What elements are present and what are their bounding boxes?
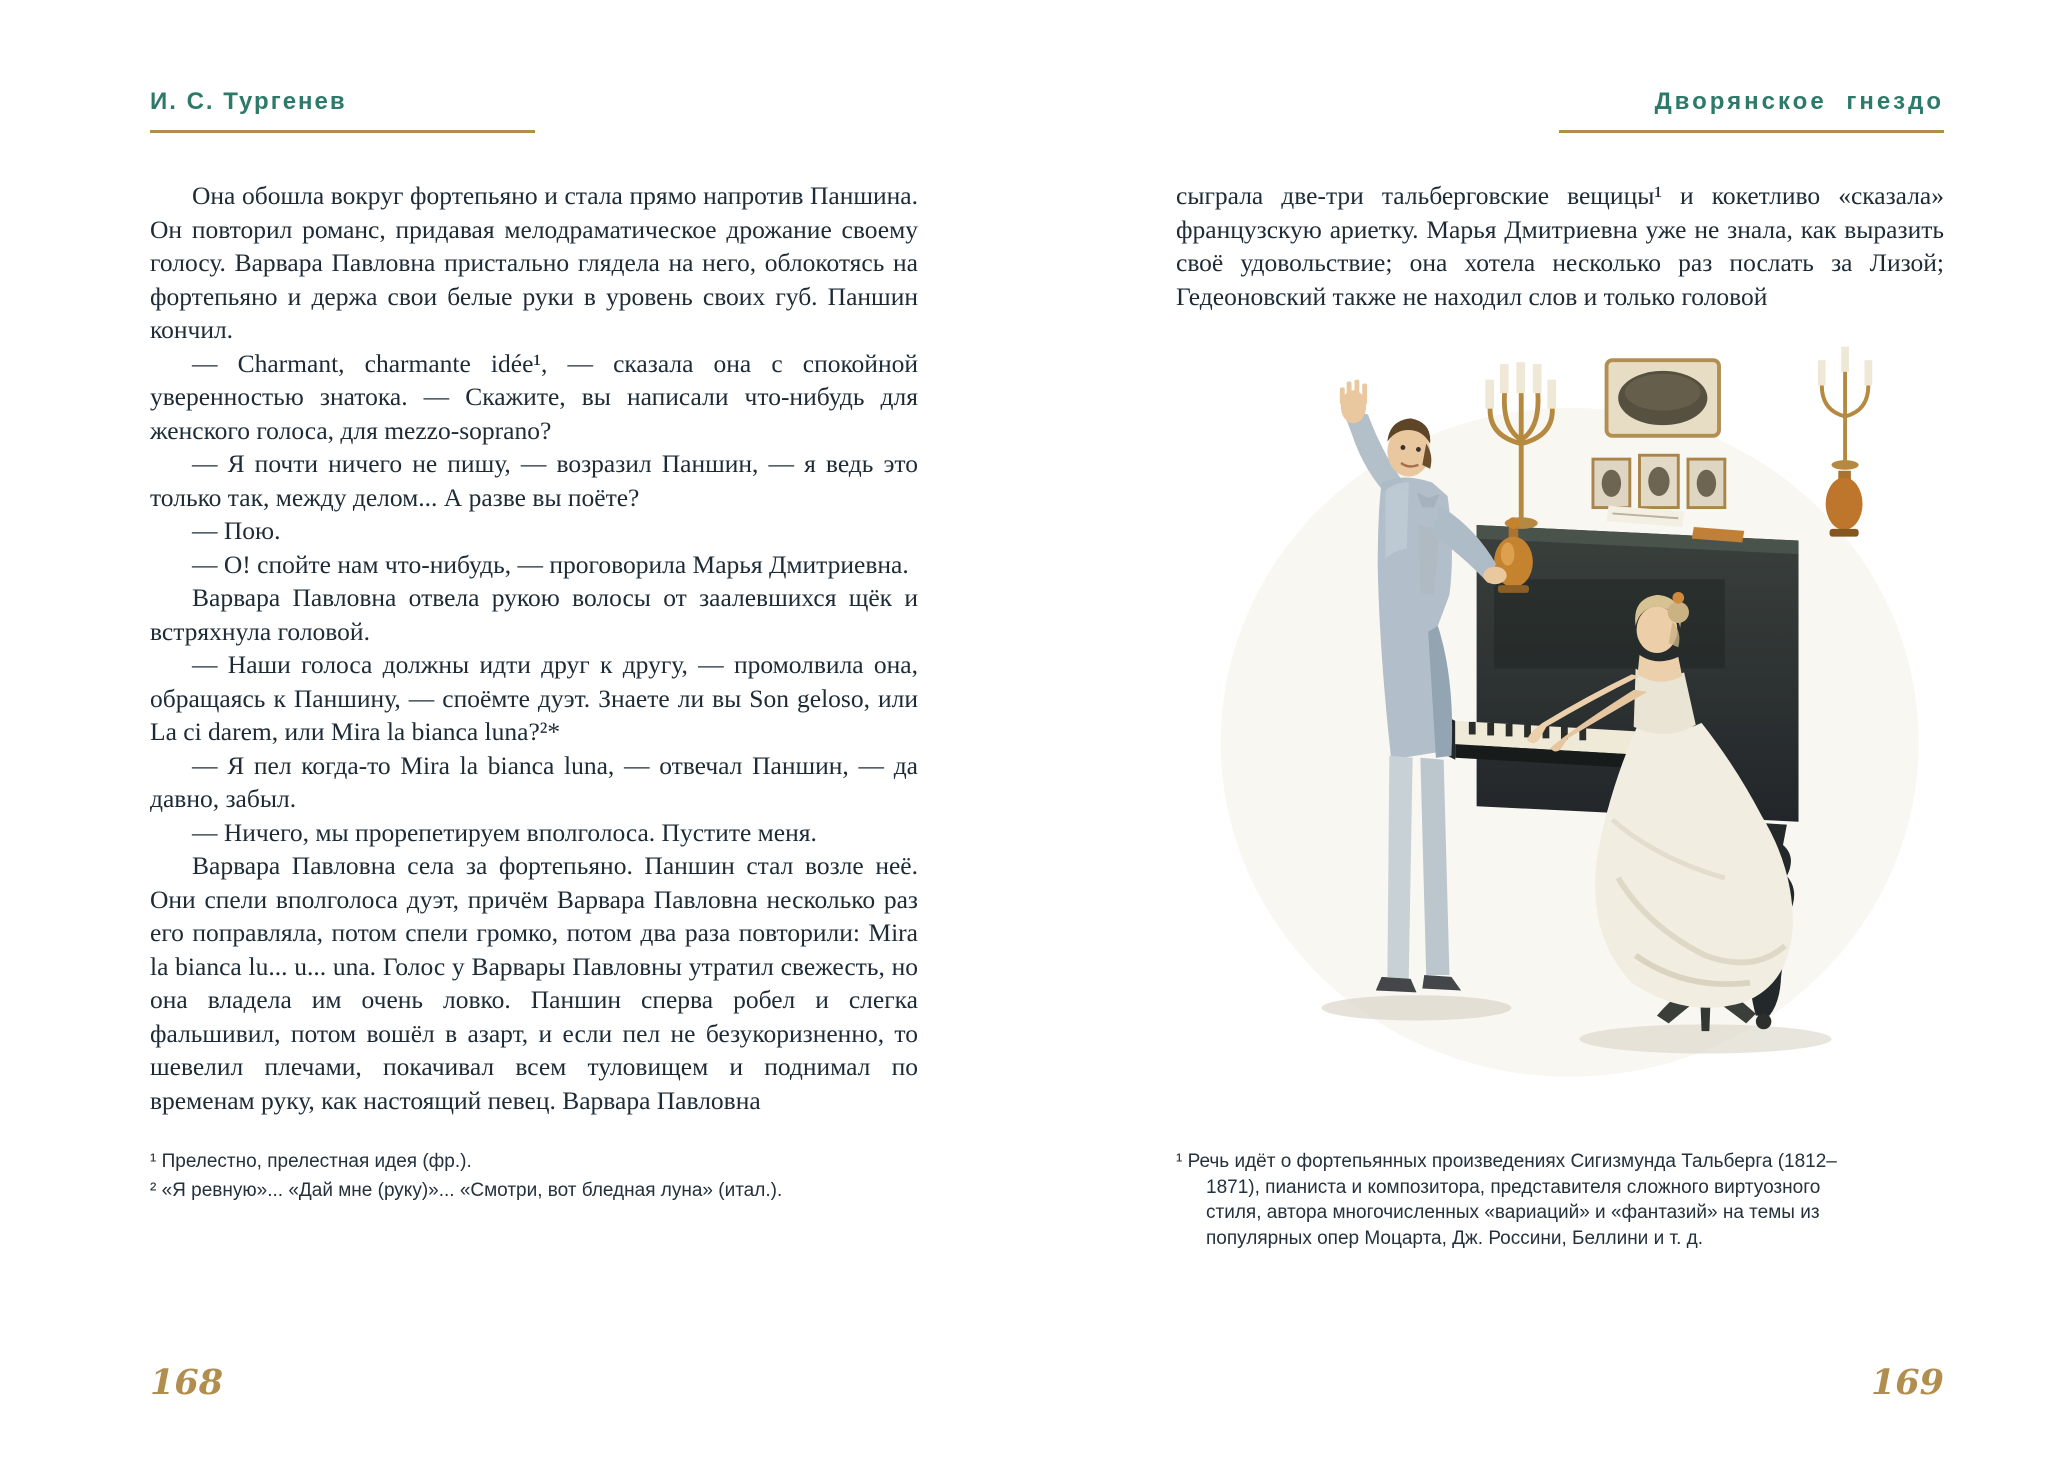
page-left — [150, 88, 918, 1206]
paragraph: — Наши голоса должны идти друг к другу, — промолвила она, обращаясь к Паншину, — споёмте дуэт. Знаете ли вы Son geloso, или La ci darem, или Mira la bianca luna?²* — [150, 650, 918, 746]
page-number-right: 169 — [1870, 1362, 1944, 1403]
footnote: ¹ Прелестно, прелестная идея (фр.). — [150, 1151, 472, 1172]
page-right — [1176, 88, 1944, 1254]
paragraph: Варвара Павловна села за фортепьяно. Паншин стал возле неё. Они спели вполголоса дуэт, причём Варвара Павловна несколько раз его поправляла, потом спели громко, потом два раза повторили: Mira la bianca lu... u... una. Голос у Варвары Павловны утратил свежесть, но она владела им очень ловко. Паншин сперва робел и слегка фальшивил, потом вошёл в азарт, и если пел не безукоризненно, то шевелил плечами, покачивал всем туловищем и поднимал по временам руку, как настоящий певец. Варвара Павловна — [150, 851, 918, 1115]
header-rule-right — [1559, 130, 1944, 133]
paragraph: — Пою. — [192, 516, 281, 545]
paragraph: Она обошла вокруг фортепьяно и стала прямо напротив Паншина. Он повторил романс, придавая мелодраматическое дрожание своему голосу. Варвара Павловна пристально глядела на него, облокотясь на фортепьяно и держа свои белые руки в уровень своих губ. Паншин кончил. — [150, 181, 918, 344]
running-head-title: Дворянское гнездо — [1654, 88, 1944, 115]
left-footnotes — [150, 1149, 918, 1203]
paragraph: — О! спойте нам что-нибудь, — проговорила Марья Дмитриевна. — [192, 549, 909, 579]
left-page-header — [150, 88, 918, 133]
paragraph: Варвара Павловна отвела рукою волосы от заалевшихся щёк и встряхнула головой. — [150, 583, 918, 646]
right-footnotes — [1176, 1149, 1944, 1251]
candelabra-right — [1818, 347, 1872, 470]
right-page-header — [1176, 88, 1944, 133]
paragraph: сыграла две-три тальберговские вещицы¹ и кокетливо «сказала» французскую ариетку. Марья Дмитриевна уже не знала, как выразить своё удовольствие; она хотела несколько раз послать за Лизой; Гедеоновский также не находил слов и только головой — [1176, 181, 1944, 311]
raised-hand — [1340, 380, 1367, 424]
page-number-left: 168 — [150, 1362, 224, 1403]
right-body-text — [1176, 179, 1944, 313]
header-rule-left — [150, 130, 535, 133]
oval-picture — [1607, 360, 1719, 436]
footnote: ¹ Речь идёт о фортепьянных произведениях Сигизмунда Тальберга (1812–1871), пианиста и композитора, представителя сложного виртуозного стиля, автора многочисленных «вариаций» и «фантазий» на темы из популярных опер Моцарта, Дж. Россини, Беллини и т. д. — [1176, 1151, 1837, 1249]
paragraph: — Я почти ничего не пишу, — возразил Паншин, — я ведь это только так, между делом... А разве вы поёте? — [150, 449, 918, 512]
left-body-text — [150, 179, 918, 1117]
small-portraits — [1593, 455, 1725, 507]
paragraph: — Я пел когда-то Mira la bianca luna, — отвечал Паншин, — да давно, забыл. — [150, 750, 918, 813]
illustration-piano-scene — [1201, 335, 1919, 1101]
paragraph: — Charmant, charmante idée¹, — сказала она с спокойной уверенностью знатока. — Скажите, вы написали что-нибудь для женского голоса, для mezzo-soprano? — [150, 348, 918, 445]
footnote: ² «Я ревную»... «Дай мне (руку)»... «Смотри, вот бледная луна» (итал.). — [150, 1179, 783, 1201]
paragraph: — Ничего, мы прорепетируем вполголоса. Пустите меня. — [192, 817, 817, 847]
running-head-author: И. С. Тургенев — [150, 88, 347, 115]
illustration-container — [1176, 335, 1944, 1101]
